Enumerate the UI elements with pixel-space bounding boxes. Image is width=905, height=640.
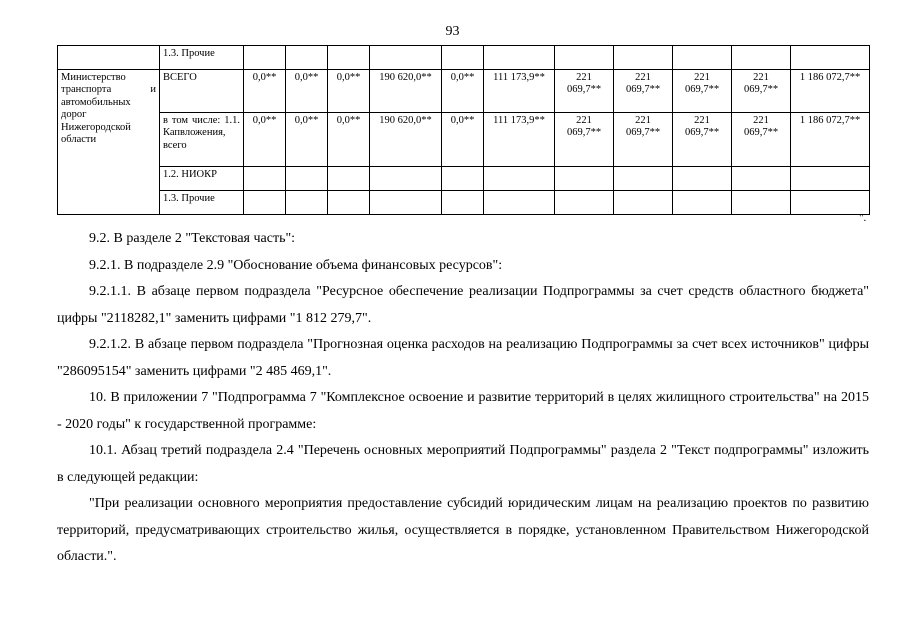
table-cell-type: 1.3. Прочие: [160, 191, 244, 215]
table-cell-value: 221 069,7**: [732, 113, 791, 167]
table-cell-value: [673, 46, 732, 70]
table-cell-value: [614, 46, 673, 70]
table-cell-value: 221 069,7**: [555, 70, 614, 113]
table-cell-value: [286, 46, 328, 70]
table-cell-value: [791, 191, 870, 215]
paragraph: 9.2.1.1. В абзаце первом подраздела "Ресурсное обеспечение реализации Подпрограммы за счет средств областного бюджета" цифры "2118282,1" заменить цифрами "1 812 279,7".: [57, 284, 869, 326]
table-cell-value: [442, 191, 484, 215]
table-cell-value: [244, 46, 286, 70]
table-cell-value: 221 069,7**: [555, 113, 614, 167]
table-cell-value: [244, 191, 286, 215]
table-cell-value: 190 620,0**: [370, 70, 442, 113]
budget-table: [57, 45, 870, 215]
table-cell-value: 0,0**: [286, 113, 328, 167]
table-cell-value: 111 173,9**: [484, 113, 555, 167]
paragraph: 9.2. В разделе 2 "Текстовая часть":: [89, 231, 296, 246]
table-cell-value: [286, 191, 328, 215]
paragraph: 10. В приложении 7 "Подпрограмма 7 "Комплексное освоение и развитие территорий в целях жилищного строительства" на 2015 - 2020 годы" к государственной программе:: [57, 390, 869, 432]
table-cell-type: ВСЕГО: [160, 70, 244, 113]
table-cell-value: 0,0**: [244, 113, 286, 167]
table-cell-value: [442, 167, 484, 191]
table-cell-group: Министерство транспорта и автомобильных дорог Нижегородской области: [58, 70, 160, 215]
table-cell-value: [370, 167, 442, 191]
table-cell-value: 0,0**: [442, 113, 484, 167]
table-cell-value: [555, 191, 614, 215]
table-cell-value: [791, 167, 870, 191]
table-cell-type: 1.2. НИОКР: [160, 167, 244, 191]
table-cell-value: 221 069,7**: [732, 70, 791, 113]
table-cell-value: [732, 191, 791, 215]
table-cell-value: [614, 191, 673, 215]
table-cell-type: в том числе: 1.1. Капвложения, всего: [160, 113, 244, 167]
page-number: 93: [445, 24, 460, 39]
table-cell-value: [555, 167, 614, 191]
table-cell-value: 0,0**: [244, 70, 286, 113]
table-cell-value: [286, 167, 328, 191]
paragraph: "При реализации основного мероприятия предоставление субсидий юридическим лицам на реализацию проектов по развитию территорий, предусматривающих строительство жилья, осуществляется в порядке, установленном Правительством Нижегородской области.".: [57, 496, 869, 564]
table-cell-value: [484, 167, 555, 191]
table-cell-value: 0,0**: [328, 70, 370, 113]
table-cell-value: 221 069,7**: [673, 113, 732, 167]
table-cell-value: 111 173,9**: [484, 70, 555, 113]
table-cell-group: [58, 46, 160, 70]
document-body: [57, 226, 869, 571]
table-cell-value: 1 186 072,7**: [791, 113, 870, 167]
table-cell-value: [484, 46, 555, 70]
table-cell-value: 0,0**: [286, 70, 328, 113]
table-cell-value: [442, 46, 484, 70]
paragraph: 9.2.1. В подразделе 2.9 "Обоснование объема финансовых ресурсов":: [89, 257, 503, 273]
table-cell-value: [370, 191, 442, 215]
table-cell-value: 221 069,7**: [614, 70, 673, 113]
table-cell-value: [328, 167, 370, 191]
table-cell-value: 221 069,7**: [614, 113, 673, 167]
table-row: [58, 191, 870, 215]
table-cell-value: [555, 46, 614, 70]
table-cell-value: [791, 46, 870, 70]
table-cell-value: 221 069,7**: [673, 70, 732, 113]
table-cell-value: 0,0**: [442, 70, 484, 113]
table-closing-mark: ".: [859, 212, 867, 224]
table-row: [58, 167, 870, 191]
table-row: [58, 70, 870, 113]
paragraph: 10.1. Абзац третий подраздела 2.4 "Перечень основных мероприятий Подпрограммы" раздела 2 "Текст подпрограммы" изложить в следующей редакции:: [57, 443, 869, 485]
table-cell-value: [370, 46, 442, 70]
table-cell-value: [673, 191, 732, 215]
table-cell-value: [732, 46, 791, 70]
table-cell-value: [244, 167, 286, 191]
table-cell-value: [673, 167, 732, 191]
table-cell-value: [732, 167, 791, 191]
table-row: [58, 113, 870, 167]
table-cell-value: [484, 191, 555, 215]
table-cell-value: [328, 191, 370, 215]
table-cell-value: 1 186 072,7**: [791, 70, 870, 113]
table-row: [58, 46, 870, 70]
paragraph: 9.2.1.2. В абзаце первом подраздела "Прогнозная оценка расходов на реализацию Подпрограммы за счет всех источников" цифры "286095154" заменить цифрами "2 485 469,1".: [57, 337, 869, 379]
table-cell-value: 0,0**: [328, 113, 370, 167]
table-cell-value: [614, 167, 673, 191]
table-cell-value: [328, 46, 370, 70]
table-cell-type: 1.3. Прочие: [160, 46, 244, 70]
table-cell-value: 190 620,0**: [370, 113, 442, 167]
